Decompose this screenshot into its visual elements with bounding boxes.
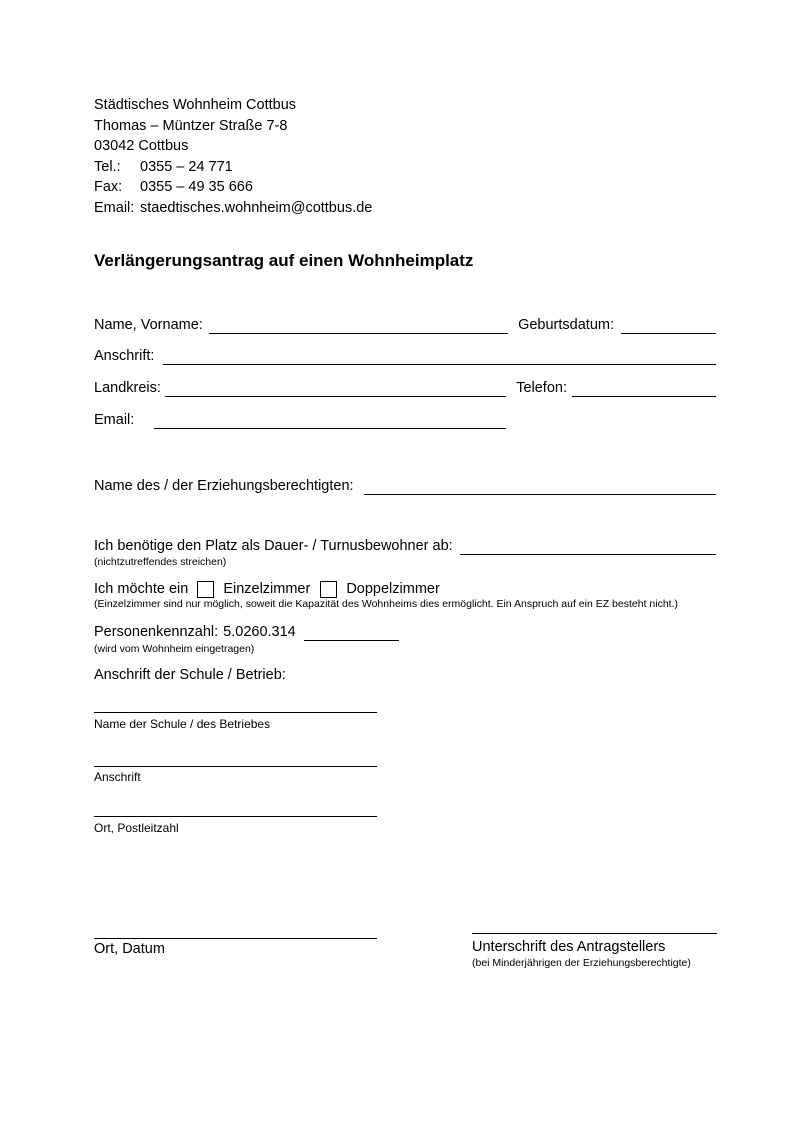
- ort-datum-input-line[interactable]: [94, 938, 377, 939]
- fax-label: Fax:: [94, 179, 123, 196]
- einzelzimmer-checkbox[interactable]: [197, 581, 214, 598]
- tel-value: 0355 – 24 771: [140, 158, 233, 175]
- personenkennzahl-label: Personenkennzahl:: [94, 624, 219, 640]
- signature-caption: Unterschrift des Antragstellers: [472, 939, 666, 955]
- row-personenkennzahl: [94, 620, 716, 641]
- row-landkreis-telefon: [94, 376, 716, 397]
- ort-datum-caption: Ort, Datum: [94, 941, 165, 957]
- letterhead: [94, 95, 372, 219]
- einzelzimmer-label: Einzelzimmer: [223, 580, 311, 597]
- email-input-line[interactable]: [154, 423, 506, 429]
- org-tel-row: [94, 157, 372, 178]
- erziehungsberechtigte-label: Name des / der Erziehungsberechtigten:: [94, 478, 354, 494]
- name-vorname-input-line[interactable]: [209, 328, 508, 334]
- email-value: staedtisches.wohnheim@cottbus.de: [140, 199, 373, 216]
- bedarf-label: Ich benötige den Platz als Dauer- / Turnusbewohner ab:: [94, 538, 453, 554]
- landkreis-input-line[interactable]: [165, 391, 506, 397]
- name-vorname-label: Name, Vorname:: [94, 317, 203, 333]
- doppelzimmer-label: Doppelzimmer: [346, 580, 440, 597]
- org-fax-row: [94, 177, 372, 198]
- bedarf-note: (nichtzutreffendes streichen): [94, 556, 227, 568]
- erziehungsberechtigte-input-line[interactable]: [364, 489, 716, 495]
- telefon-input-line[interactable]: [572, 391, 716, 397]
- anschrift-input-line[interactable]: [163, 359, 716, 365]
- row-email: [94, 408, 716, 429]
- personenkennzahl-note: (wird vom Wohnheim eingetragen): [94, 643, 255, 655]
- doppelzimmer-checkbox[interactable]: [320, 581, 337, 598]
- personenkennzahl-value: 5.0260.314: [223, 624, 296, 640]
- school-anschrift-caption: Anschrift: [94, 770, 141, 784]
- form-title: Verlängerungsantrag auf einen Wohnheimplatz: [94, 251, 474, 270]
- row-bedarf: [94, 534, 716, 555]
- fax-value: 0355 – 49 35 666: [140, 179, 253, 196]
- school-name-caption: Name der Schule / des Betriebes: [94, 717, 271, 731]
- signature-note: (bei Minderjährigen der Erziehungsberechtigte): [472, 957, 691, 969]
- row-anschrift: [94, 344, 716, 365]
- bedarf-input-line[interactable]: [460, 549, 716, 555]
- org-email-row: [94, 198, 372, 219]
- org-street: Thomas – Müntzer Straße 7-8: [94, 117, 288, 134]
- school-section-heading: Anschrift der Schule / Betrieb:: [94, 667, 286, 683]
- org-city: 03042 Cottbus: [94, 138, 189, 155]
- landkreis-label: Landkreis:: [94, 380, 161, 396]
- row-room-choice: [94, 579, 440, 599]
- org-name: Städtisches Wohnheim Cottbus: [94, 97, 297, 113]
- school-ort-caption: Ort, Postleitzahl: [94, 821, 179, 835]
- school-ort-input-line[interactable]: [94, 816, 377, 817]
- telefon-label: Telefon:: [516, 380, 567, 396]
- room-intro-label: Ich möchte ein: [94, 580, 189, 597]
- personenkennzahl-input-line[interactable]: [304, 635, 399, 641]
- school-name-input-line[interactable]: [94, 712, 377, 713]
- room-note: (Einzelzimmer sind nur möglich, soweit die Kapazität des Wohnheims dies ermöglicht. Ein Anspruch auf ein EZ besteht nicht.): [94, 598, 678, 610]
- email-field-label: Email:: [94, 412, 135, 428]
- email-label: Email:: [94, 199, 135, 216]
- anschrift-label: Anschrift:: [94, 348, 155, 364]
- geburtsdatum-input-line[interactable]: [621, 328, 716, 334]
- row-erziehungsberechtigte: [94, 474, 716, 495]
- school-anschrift-input-line[interactable]: [94, 766, 377, 767]
- geburtsdatum-label: Geburtsdatum:: [518, 317, 614, 333]
- signature-input-line[interactable]: [472, 933, 717, 934]
- tel-label: Tel.:: [94, 158, 121, 175]
- row-name-birthdate: [94, 313, 716, 334]
